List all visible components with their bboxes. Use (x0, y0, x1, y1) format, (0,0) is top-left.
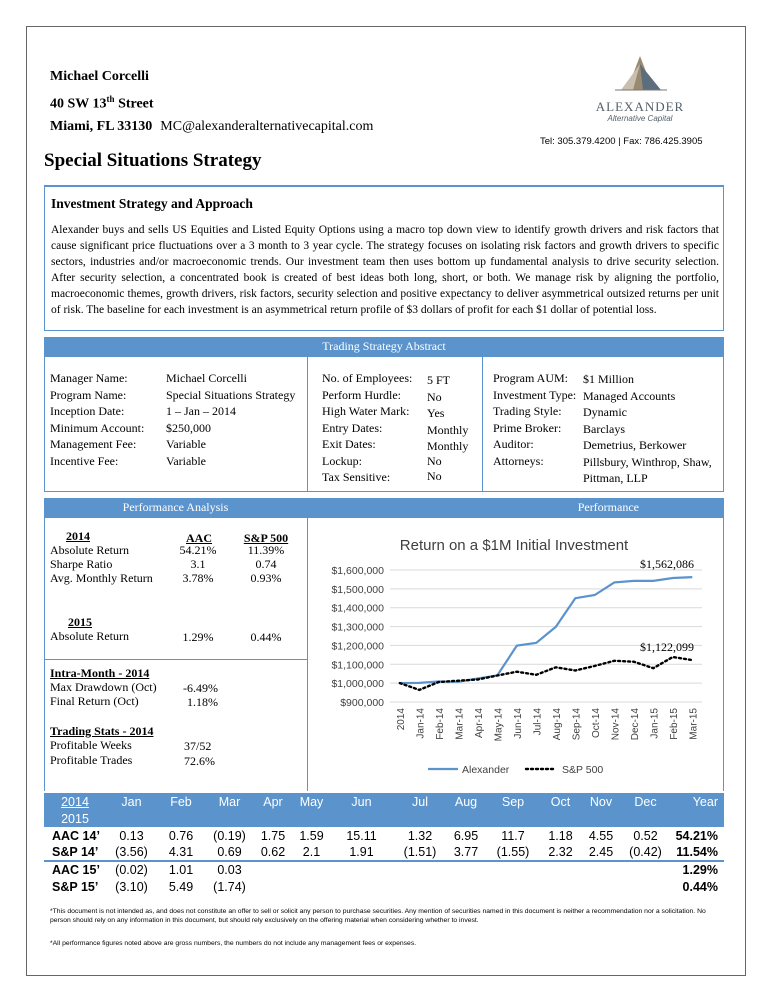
month-value-cell: 11.7 (501, 828, 525, 843)
perf-right-border (723, 518, 724, 791)
month-header: Oct (542, 793, 579, 810)
months-header-row (44, 793, 724, 810)
month-value-cell: 2.45 (588, 845, 614, 859)
y-tick-label: $900,000 (340, 697, 384, 709)
strategy-box (44, 187, 724, 331)
x-tick-label: Mar-15 (688, 708, 700, 740)
abstract-divider (307, 357, 308, 492)
trading-stats-values: 37/52 72.6% (184, 739, 215, 768)
month-value-cell: (0.19) (213, 828, 246, 843)
city-email-line: Miami, FL 33130 MC@alexanderalternativecapital.com (50, 118, 374, 134)
month-value-cell: (3.56) (115, 845, 148, 859)
chart-x-ticks (396, 708, 700, 742)
abstract-col1-values: Michael Corcelli Special Situations Strategy 1 – Jan – 2014 $250,000 Variable Variable (166, 371, 296, 468)
month-value-cell (542, 878, 579, 895)
contact-block (50, 66, 373, 138)
y-tick-label: $1,300,000 (331, 621, 384, 634)
return-2015-label: Absolute Return (50, 629, 129, 643)
phone-fax: Tel: 305.379.4200 | Fax: 786.425.3905 (540, 136, 703, 147)
month-header: Feb (157, 793, 205, 810)
month-value-cell (254, 861, 292, 878)
month-value-cell (579, 861, 623, 878)
y-tick-label: $1,600,000 (331, 565, 384, 577)
return-chart (308, 518, 722, 790)
x-tick-label: Mar-14 (454, 708, 466, 740)
month-value-cell (292, 878, 331, 895)
chart-title: Return on a $1M Initial Investment (399, 537, 629, 554)
y-tick-label: $1,400,000 (331, 602, 384, 615)
month-value-cell: 1.75 (260, 828, 286, 843)
y-tick-label: $1,100,000 (331, 659, 384, 672)
month-value-cell: 1.59 (299, 828, 324, 843)
x-tick-label: Oct-14 (590, 708, 602, 739)
y-tick-label: $1,200,000 (331, 640, 384, 653)
month-value-cell: 15.11 (346, 828, 377, 843)
return-2015-sp: 0.44% (250, 630, 282, 644)
row-label: AAC 14’ (52, 828, 100, 843)
company-logo (585, 52, 695, 122)
month-header: Jun (331, 793, 392, 810)
month-value-cell: 0.03 (217, 863, 242, 877)
logo-tagline: Alternative Capital (607, 114, 673, 123)
month-header: May (292, 793, 331, 810)
page-title: Special Situations Strategy (44, 150, 262, 171)
abstract-col2-labels: No. of Employees: Perform Hurdle: High Water Mark: Entry Dates: Exit Dates: Lockup: Tax Sensitive: (322, 371, 413, 484)
month-value-cell: 1.91 (349, 845, 374, 859)
month-header: Dec (623, 793, 668, 810)
month-value-cell: 5.49 (168, 879, 194, 894)
intra-month-values: -6.49% 1.18% (183, 681, 218, 709)
month-header: Aug (448, 793, 484, 810)
month-value-cell: 0.62 (260, 845, 286, 859)
logo-wordmark: ALEXANDER (595, 99, 685, 114)
month-value-cell: 1.01 (168, 863, 194, 877)
intra-month-labels: Max Drawdown (Oct) Final Return (Oct) (50, 680, 157, 708)
month-value-cell: (0.42) (629, 845, 662, 859)
month-value-cell: 6.95 (453, 828, 479, 843)
month-value-cell (254, 878, 292, 895)
year-total-cell: 1.29% (682, 863, 718, 877)
row-label: S&P 14’ (52, 845, 99, 859)
chart-series (400, 577, 693, 690)
month-value-cell: 0.76 (168, 828, 194, 843)
legend-label: Alexander (462, 764, 510, 776)
month-value-cell: 0.69 (217, 845, 242, 859)
month-value-cell (484, 861, 542, 878)
month-value-cell: 4.31 (168, 845, 194, 859)
year-header: Year (668, 793, 724, 810)
month-value-cell (623, 861, 668, 878)
strategy-heading: Investment Strategy and Approach (51, 196, 253, 211)
stats-2014-labels: Absolute Return Sharpe Ratio Avg. Monthly Return (50, 543, 153, 585)
month-value-cell: 3.77 (453, 845, 479, 859)
aac-header: AAC (186, 531, 212, 545)
street-address: 40 SW 13th Street (50, 94, 154, 112)
performance-analysis-bar: Performance Analysis (44, 498, 307, 518)
abstract-divider (482, 357, 483, 492)
return-2015-aac: 1.29% (182, 630, 214, 644)
monthly-returns-table (44, 793, 724, 895)
x-tick-label: Nov-14 (610, 708, 622, 741)
abstract-bar: Trading Strategy Abstract (44, 337, 724, 357)
month-value-cell (392, 878, 448, 895)
stats-2014-aac: 54.21% 3.1 3.78% (179, 543, 217, 585)
month-value-cell: 2.1 (302, 845, 321, 859)
x-tick-label: Jan-15 (649, 708, 661, 739)
end-value-label: $1,122,099 (640, 640, 694, 655)
chart-end-labels (640, 557, 694, 654)
legend-label: S&P 500 (562, 764, 604, 776)
y-tick-label: $1,500,000 (331, 583, 384, 596)
month-value-cell: 2.32 (548, 845, 573, 859)
row-label: S&P 15’ (52, 879, 99, 894)
month-header: Jan (106, 793, 157, 810)
months-header-row-2 (44, 810, 724, 827)
x-tick-label: Apr-14 (473, 708, 485, 739)
month-value-cell (392, 861, 448, 878)
intra-month-title: Intra-Month - 2014 (50, 666, 150, 680)
x-tick-label: Feb-14 (434, 708, 446, 740)
year-total-cell: 54.21% (675, 828, 718, 843)
abstract-col2-values: 5 FT No Yes Monthly Monthly No No (427, 373, 469, 483)
year-total-cell: 0.44% (682, 879, 718, 894)
monthly-row (44, 861, 724, 878)
strategy-body: Alexander buys and sells US Equities and Listed Equity Options using a macro top down view to identify growth drivers and risk factors that cause significant price fluctuations over a 3 month to 3 year cycle. The strategy focuses on isolating risk factors and growth drivers to specific sectors, industries and/or macroeconomic trends. Our investment team then uses bottom up fundamental analysis to drive security selection. After security selection, a concentrated book is created of best ideas both long, short, or both. We manage risk by aligning the portfolio, macroeconomic themes, growth drivers, risk factors, security selection and positive expectancy to deliver asymmetrical outsized returns per unit of risk. The baseline for each investment is an asymmetrical return profile of $3 dollars of profit for each $1 dollar of potential loss. (51, 224, 719, 317)
month-value-cell (542, 861, 579, 878)
x-tick-label: Dec-14 (629, 708, 641, 741)
y-tick-label: $1,000,000 (331, 678, 384, 691)
x-tick-label: Feb-15 (668, 708, 680, 740)
logo-triangle-icon (585, 52, 695, 96)
month-value-cell: 4.55 (588, 828, 614, 843)
month-header: Mar (205, 793, 254, 810)
x-tick-label: Sep-14 (571, 708, 583, 741)
year-bottom-cell: 2015 (44, 810, 106, 827)
month-value-cell (484, 878, 542, 895)
x-tick-label: 2014 (395, 708, 407, 731)
month-value-cell: (3.10) (115, 879, 148, 894)
month-header: Nov (579, 793, 623, 810)
month-value-cell: (1.74) (213, 879, 246, 894)
month-value-cell (292, 861, 331, 878)
month-value-cell: (1.55) (496, 845, 530, 859)
end-value-label: $1,562,086 (640, 557, 694, 572)
month-header: Apr (254, 793, 292, 810)
perf-analysis-separator (44, 659, 307, 660)
month-value-cell (331, 861, 392, 878)
month-value-cell (331, 878, 392, 895)
month-value-cell (579, 878, 623, 895)
disclaimer-offer: *This document is not intended as, and does not constitute an offer to sell or solicit any person to purchase securities. Any mention of securities named in this document is neither a recommendation nor a solicitation. No person should rely on any information in this document, but should rely exclusively on the offering material when considering whether to invest. (50, 908, 706, 924)
monthly-row (44, 827, 724, 844)
year-2015-label: 2015 (68, 615, 92, 629)
sp500-header: S&P 500 (243, 531, 289, 545)
month-value-cell (448, 861, 484, 878)
perf-left-border (44, 518, 45, 791)
stats-2014-sp: 11.39% 0.74 0.93% (247, 543, 285, 585)
monthly-row (44, 844, 724, 861)
manager-name: Michael Corcelli (50, 69, 149, 84)
abstract-col1-labels: Manager Name: Program Name: Inception Date: Minimum Account: Management Fee: Incentive Fee: (50, 371, 145, 468)
month-value-cell: 0.52 (633, 828, 658, 843)
performance-bar: Performance (307, 498, 724, 518)
month-value-cell (448, 878, 484, 895)
month-value-cell: (1.51) (403, 845, 437, 859)
month-value-cell: 1.18 (548, 828, 573, 843)
month-value-cell (623, 878, 668, 895)
year-2014-label: 2014 (66, 529, 90, 543)
month-header: Sep (484, 793, 542, 810)
disclaimer-fees: *All performance figures noted above are gross numbers, the numbers do not include any management fees or expenses. (50, 940, 417, 947)
x-tick-label: Jul-14 (532, 708, 544, 736)
trading-stats-labels: Profitable Weeks Profitable Trades (50, 738, 133, 767)
month-header: Jul (392, 793, 448, 810)
chart-y-ticks (331, 565, 384, 709)
year-total-cell: 11.54% (676, 845, 718, 859)
x-tick-label: Jan-14 (415, 708, 427, 739)
monthly-row (44, 878, 724, 895)
year-top-cell: 2014 (44, 793, 106, 810)
trading-stats-title: Trading Stats - 2014 (50, 724, 154, 738)
chart-legend (428, 764, 603, 776)
x-tick-label: Jun-14 (512, 708, 524, 739)
abstract-col3-labels: Program AUM: Investment Type: Trading Style: Prime Broker: Auditor: Attorneys: (493, 371, 577, 468)
month-value-cell: 0.13 (119, 828, 144, 843)
x-tick-label: May-14 (493, 708, 505, 742)
row-label: AAC 15’ (52, 863, 100, 877)
abstract-col3-values: $1 Million Managed Accounts Dynamic Barclays Demetrius, Berkower Pillsbury, Winthrop, Shaw, Pittman, LLP (583, 372, 712, 485)
month-value-cell: 1.32 (407, 828, 433, 843)
x-tick-label: Aug-14 (551, 708, 563, 741)
series-line-sp500 (400, 657, 693, 690)
month-value-cell: (0.02) (115, 863, 148, 877)
